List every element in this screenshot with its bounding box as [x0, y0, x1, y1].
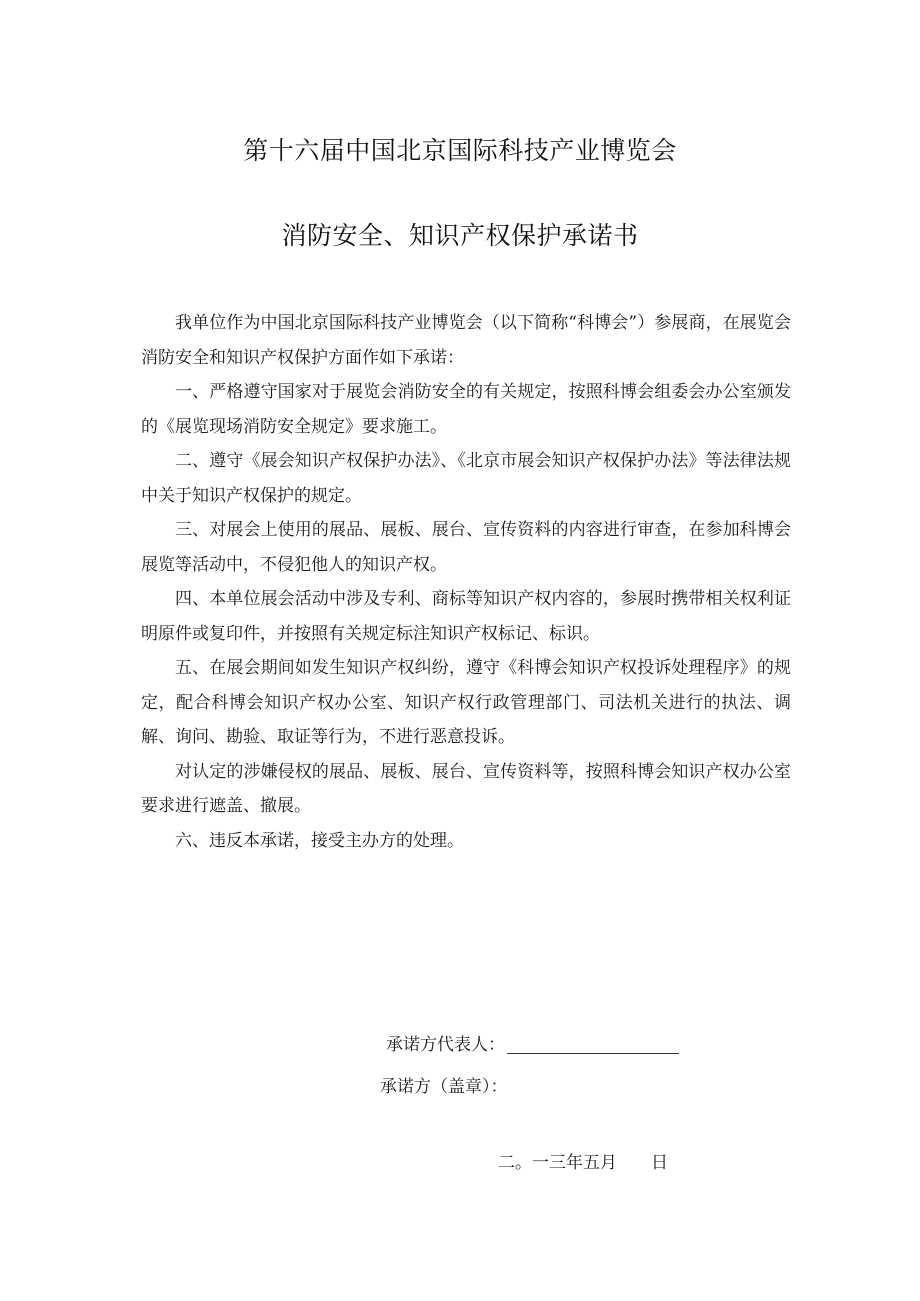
document-subtitle: 消防安全、知识产权保护承诺书 — [281, 221, 639, 250]
intro-paragraph: 我单位作为中国北京国际科技产业博览会（以下简称“科博会”）参展商，在展览会消防安全和知识产权保护方面作如下承诺： — [141, 313, 791, 368]
seal-row — [380, 1072, 508, 1097]
representative-label: 承诺方代表人： — [386, 1035, 505, 1055]
commitment-item-6: 六、违反本承诺，接受主办方的处理。 — [175, 830, 464, 851]
date-row — [498, 1148, 668, 1173]
representative-signature-blank[interactable] — [507, 1052, 679, 1054]
commitment-item-4: 四、本单位展会活动中涉及专利、商标等知识产权内容的，参展时携带相关权利证明原件或复印件，并按照有关规定标注知识产权标记、标识。 — [141, 589, 791, 644]
document-title: 第十六届中国北京国际科技产业博览会 — [243, 136, 677, 165]
commitment-item-2: 二、遵守《展会知识产权保护办法》、《北京市展会知识产权保护办法》等法律法规中关于知识产权保护的规定。 — [141, 451, 791, 506]
commitment-body — [141, 306, 791, 858]
representative-row — [386, 1030, 679, 1055]
signing-date: 二。一三年五月 日 — [498, 1153, 668, 1173]
commitment-item-3: 三、对展会上使用的展品、展板、展台、宣传资料的内容进行审查，在参加科博会展览等活动中，不侵犯他人的知识产权。 — [141, 520, 791, 575]
commitment-item-5-continued: 对认定的涉嫌侵权的展品、展板、展台、宣传资料等，按照科博会知识产权办公室要求进行遮盖、撤展。 — [141, 761, 791, 816]
seal-label: 承诺方（盖章）： — [380, 1077, 508, 1097]
commitment-item-1: 一、严格遵守国家对于展览会消防安全的有关规定，按照科博会组委会办公室颁发的《展览现场消防安全规定》要求施工。 — [141, 382, 791, 437]
commitment-item-5: 五、在展会期间如发生知识产权纠纷，遵守《科博会知识产权投诉处理程序》的规定，配合科博会知识产权办公室、知识产权行政管理部门、司法机关进行的执法、调解、询问、勘验、取证等行为，不进行恶意投诉。 — [141, 658, 791, 747]
